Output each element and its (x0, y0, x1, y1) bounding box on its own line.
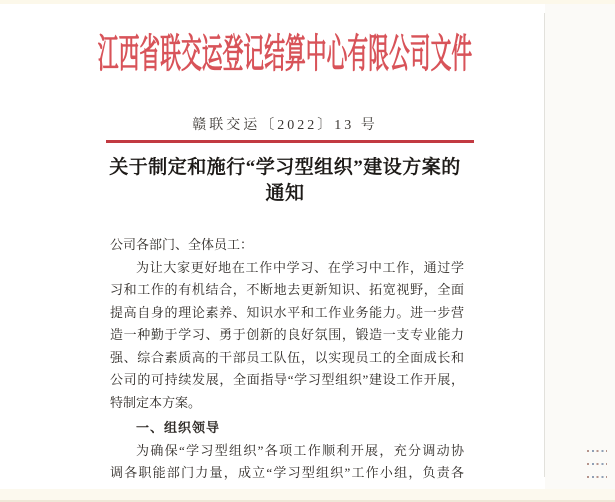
section-heading: 一、组织领导 (136, 420, 221, 435)
doc-body (110, 234, 464, 485)
body-line: 为让大家更好地在工作中学习、在学习中工作，通过学 (136, 259, 464, 275)
binding-mark-row (587, 463, 607, 465)
body-line: 为确保“学习型组织”各项工作顺利开展，充分调动协 (136, 442, 464, 458)
doc-title-line2: 通知 (265, 183, 305, 204)
binding-mark-row (587, 450, 607, 452)
doc-title-line1: 关于制定和施行“学习型组织”建设方案的 (109, 157, 461, 178)
scan-edge-top (0, 0, 615, 4)
binding-marks (587, 450, 607, 489)
binding-mark-row (587, 476, 607, 478)
red-divider-line (106, 140, 474, 143)
letterhead (0, 30, 570, 82)
body-line: 造一种勤于学习、勇于创新的良好氛围，锻造一支专业能力 (110, 327, 464, 342)
page-edge-line (544, 13, 545, 477)
scan-edge-bottom (0, 489, 615, 502)
body-line: 公司的可持续发展，全面指导“学习型组织”建设工作开展， (110, 372, 464, 387)
body-line: 提高自身的理论素养、知识水平和工作业务能力。进一步营 (110, 304, 464, 320)
org-title: 江西省联交运登记结算中心有限公司文件 (97, 31, 473, 76)
body-line: 习和工作的有机结合，不断地去更新知识、拓宽视野，全面 (110, 282, 464, 297)
body-line: 强、综合素质高的干部员工队伍，以实现员工的全面成长和 (110, 349, 464, 365)
body-line: 特制定本方案。 (110, 394, 202, 410)
salutation: 公司各部门、全体员工： (110, 237, 254, 252)
doc-number: 赣联交运〔2022〕13 号 (192, 118, 378, 133)
doc-title (0, 155, 570, 207)
body-line: 调各职能部门力量，成立“学习型组织”工作小组，负责各 (110, 465, 464, 480)
